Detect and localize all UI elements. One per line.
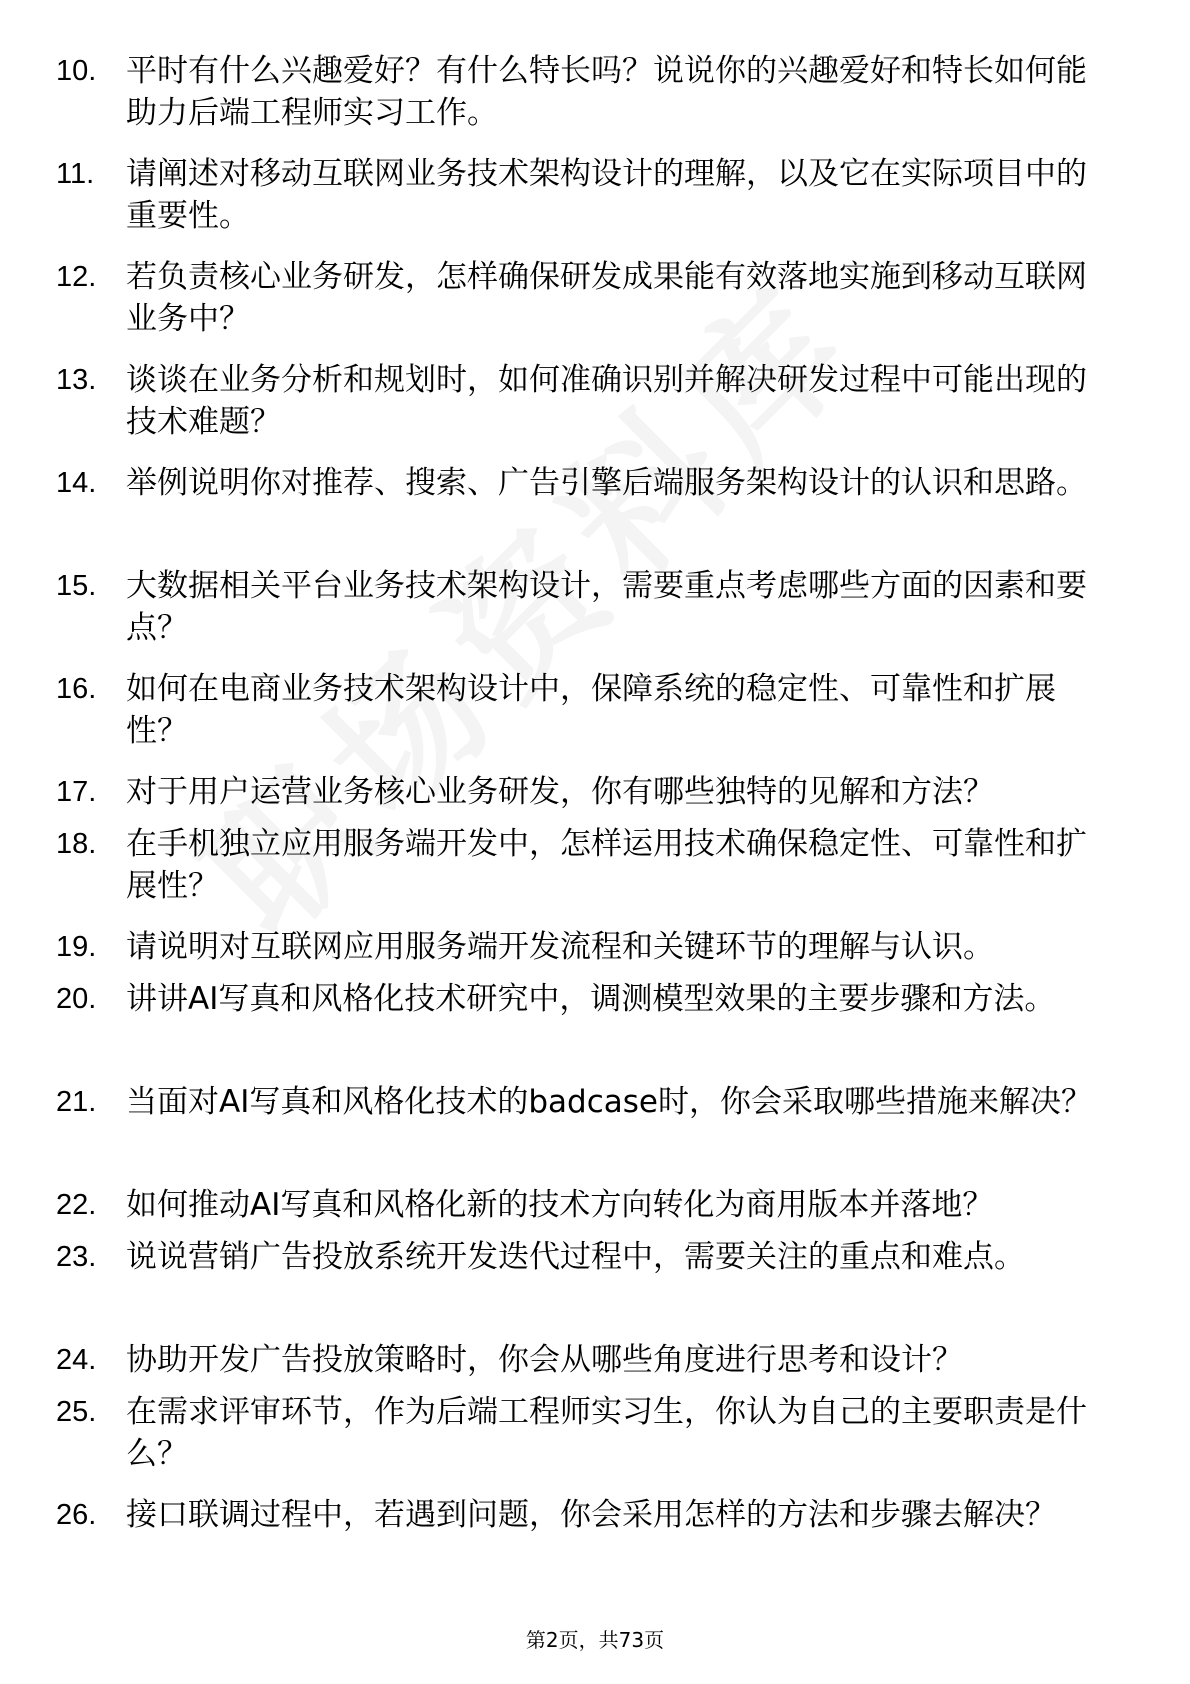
question-number: 19. (56, 931, 97, 963)
question-item (0, 153, 1190, 256)
question-item (0, 1339, 1190, 1391)
question-item (0, 1391, 1190, 1494)
question-number: 14. (56, 467, 97, 499)
question-text: 当面对AI写真和风格化技术的badcase时，你会采取哪些措施来解决？ (126, 1084, 1092, 1120)
question-item (0, 1184, 1190, 1236)
question-number: 25. (56, 1396, 97, 1428)
question-number: 24. (56, 1344, 97, 1376)
question-item (0, 926, 1190, 978)
question-number: 15. (56, 570, 97, 602)
question-text: 对于用户运营业务核心业务研发，你有哪些独特的见解和方法？ (126, 774, 994, 810)
question-item (0, 1081, 1190, 1184)
question-number: 22. (56, 1189, 97, 1221)
question-number: 17. (56, 776, 97, 808)
question-item (0, 978, 1190, 1081)
question-text: 讲讲AI写真和风格化技术研究中，调测模型效果的主要步骤和方法。 (126, 981, 1056, 1017)
question-number: 10. (56, 55, 97, 87)
question-text: 若负责核心业务研发，怎样确保研发成果能有效落地实施到移动互联网业务中？ (126, 259, 1087, 337)
question-item (0, 823, 1190, 926)
question-text: 平时有什么兴趣爱好？有什么特长吗？说说你的兴趣爱好和特长如何能助力后端工程师实习工作。 (126, 53, 1087, 131)
question-text: 在需求评审环节，作为后端工程师实习生，你认为自己的主要职责是什么？ (126, 1394, 1087, 1472)
question-item (0, 462, 1190, 565)
question-number: 23. (56, 1241, 97, 1273)
question-item (0, 256, 1190, 359)
question-number: 26. (56, 1499, 97, 1531)
question-item (0, 1494, 1190, 1597)
page-footer: 第2页，共73页 (525, 1628, 665, 1652)
question-number: 21. (56, 1086, 97, 1118)
question-item (0, 565, 1190, 668)
question-text: 接口联调过程中，若遇到问题，你会采用怎样的方法和步骤去解决？ (126, 1497, 1056, 1533)
question-item (0, 1236, 1190, 1339)
question-text: 如何推动AI写真和风格化新的技术方向转化为商用版本并落地？ (126, 1187, 994, 1223)
question-number: 20. (56, 983, 97, 1015)
question-number: 12. (56, 261, 97, 293)
question-text: 举例说明你对推荐、搜索、广告引擎后端服务架构设计的认识和思路。 (126, 465, 1087, 501)
question-number: 13. (56, 364, 97, 396)
question-text: 谈谈在业务分析和规划时，如何准确识别并解决研发过程中可能出现的技术难题？ (126, 362, 1087, 440)
question-item (0, 668, 1190, 771)
question-number: 18. (56, 828, 97, 860)
question-item (0, 50, 1190, 153)
question-number: 11. (56, 158, 95, 190)
question-text: 大数据相关平台业务技术架构设计，需要重点考虑哪些方面的因素和要点？ (126, 568, 1087, 646)
question-item (0, 359, 1190, 462)
question-text: 如何在电商业务技术架构设计中，保障系统的稳定性、可靠性和扩展性？ (126, 671, 1056, 749)
question-text: 说说营销广告投放系统开发迭代过程中，需要关注的重点和难点。 (126, 1239, 1025, 1275)
question-item (0, 771, 1190, 823)
question-text: 请阐述对移动互联网业务技术架构设计的理解，以及它在实际项目中的重要性。 (126, 156, 1087, 234)
question-text: 请说明对互联网应用服务端开发流程和关键环节的理解与认识。 (126, 929, 994, 965)
question-text: 协助开发广告投放策略时，你会从哪些角度进行思考和设计？ (126, 1342, 963, 1378)
question-list (0, 50, 1190, 1597)
question-number: 16. (56, 673, 97, 705)
question-text: 在手机独立应用服务端开发中，怎样运用技术确保稳定性、可靠性和扩展性？ (126, 826, 1087, 904)
